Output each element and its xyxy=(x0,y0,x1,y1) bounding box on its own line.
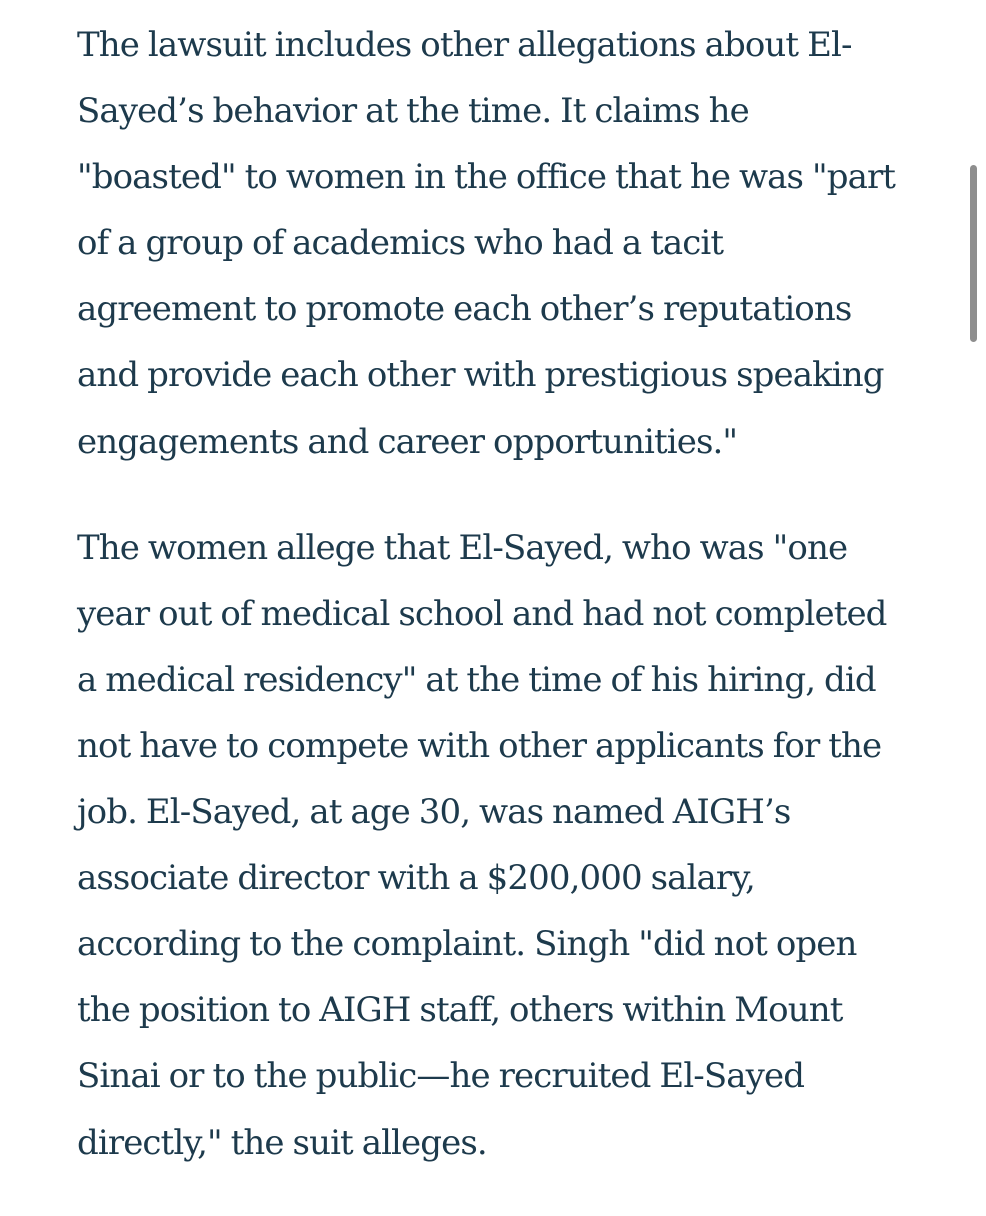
paragraph-line: Sinai or to the public—he recruited El-Sayed xyxy=(77,1056,805,1097)
paragraph-line: according to the complaint. Singh "did not open xyxy=(77,924,857,965)
paragraph-line: a medical residency" at the time of his hiring, did xyxy=(77,659,876,700)
paragraph-line: the position to AIGH staff, others within Mount xyxy=(77,990,843,1031)
paragraph-line: associate director with a $200,000 salary, xyxy=(77,858,755,899)
paragraph-line: The women allege that El-Sayed, who was "one xyxy=(77,527,848,568)
article-paragraph-1 xyxy=(77,12,927,475)
scrollbar-thumb[interactable] xyxy=(970,165,977,342)
paragraph-line: agreement to promote each other’s reputations xyxy=(77,289,852,330)
paragraph-line: The lawsuit includes other allegations about El- xyxy=(77,25,852,65)
paragraph-line: job. El-Sayed, at age 30, was named AIGH’s xyxy=(77,792,791,833)
paragraph-line: "boasted" to women in the office that he was "part xyxy=(77,157,896,198)
article-paragraph-2 xyxy=(77,515,927,1176)
paragraph-line: directly," the suit alleges. xyxy=(77,1122,487,1163)
article-body xyxy=(77,12,927,1216)
paragraph-line: engagements and career opportunities." xyxy=(77,421,738,462)
paragraph-line: of a group of academics who had a tacit xyxy=(77,223,724,264)
paragraph-line: not have to compete with other applicants for the xyxy=(77,725,882,766)
paragraph-line: Sayed’s behavior at the time. It claims he xyxy=(77,91,749,132)
paragraph-line: and provide each other with prestigious speaking xyxy=(77,355,884,396)
paragraph-line: year out of medical school and had not completed xyxy=(77,593,887,634)
